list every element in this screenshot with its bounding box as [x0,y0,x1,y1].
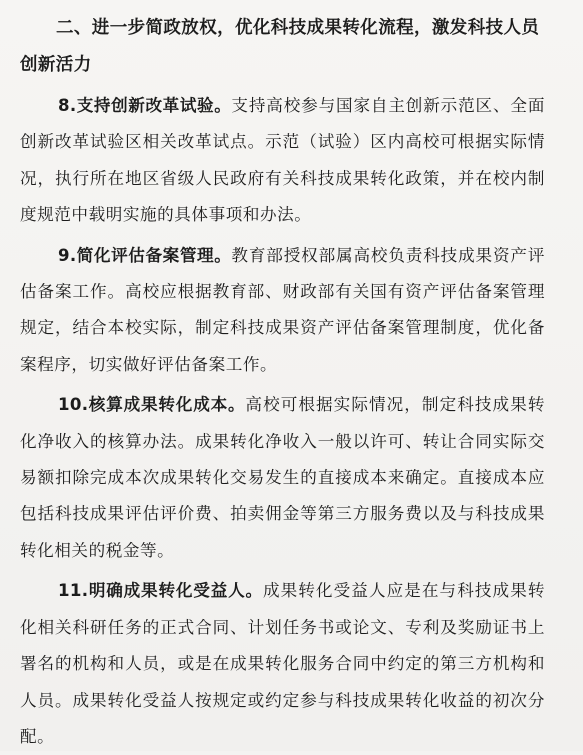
item-8-lead: 8.支持创新改革试验。 [58,96,232,115]
item-10-paragraph [20,387,545,569]
item-10-body: 高校可根据实际情况，制定科技成果转化净收入的核算办法。成果转化净收入一般以许可、转让合同实际交易额扣除完成本次成果转化交易发生的直接成本来确定。直接成本应包括科技成果评估评价费、拍卖佣金等第三方服务费以及与科技成果转化相关的税金等。 [20,395,545,560]
item-8-body: 支持高校参与国家自主创新示范区、全面创新改革试验区相关改革试点。示范（试验）区内高校可根据实际情况，执行所在地区省级人民政府有关科技成果转化政策，并在校内制度规范中载明实施的具体事项和办法。 [20,96,545,225]
item-11-lead: 11.明确成果转化受益人。 [58,581,263,601]
item-8-paragraph [20,88,545,234]
item-9-lead: 9.简化评估备案管理。 [58,245,232,265]
item-11-body: 成果转化受益人应是在与科技成果转化相关科研任务的正式合同、计划任务书或论文、专利及奖励证书上署名的机构和人员，或是在成果转化服务合同中约定的第三方机构和人员。成果转化受益人按规定或约定参与科技成果转化收益的初次分配。 [20,581,545,746]
item-11-paragraph [20,573,545,755]
item-9-paragraph [20,238,545,384]
item-9-body: 教育部授权部属高校负责科技成果资产评估备案工作。高校应根据教育部、财政部有关国有资产评估备案管理规定，结合本校实际，制定科技成果资产评估备案管理制度，优化备案程序，切实做好评估备案工作。 [20,245,545,374]
section-heading: 二、进一步简政放权，优化科技成果转化流程，激发科技人员创新活力 [20,18,540,75]
item-10-lead: 10.核算成果转化成本。 [58,395,246,415]
